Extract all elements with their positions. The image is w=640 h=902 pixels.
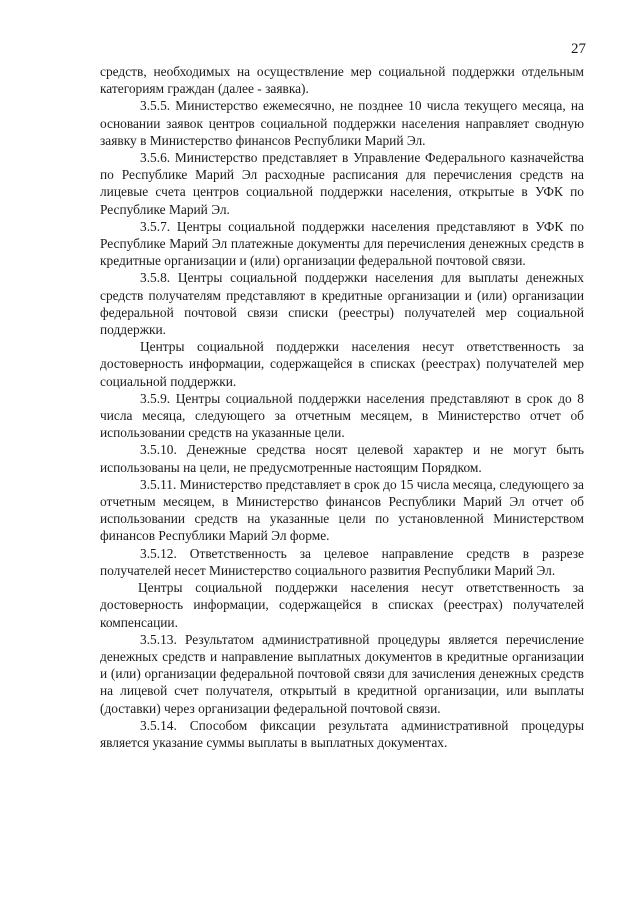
paragraph-responsibility-2: Центры социальной поддержки населения несут ответственность за достоверность информации, содержащейся в списках (реестрах) получателей компенсации. — [100, 580, 584, 630]
paragraph-3-5-6: 3.5.6. Министерство представляет в Управление Федерального казначейства по Республике Марий Эл расходные расписания для перечисления средств на лицевые счета центров социальной поддержки населения, открытые в УФК по Республике Марий Эл. — [100, 150, 584, 217]
paragraph-3-5-13: 3.5.13. Результатом административной процедуры является перечисление денежных средств и направление выплатных документов в кредитные организации и (или) организации федеральной почтовой связи для зачисления денежных средств на лицевой счет получателя, открытый в кредитной организации, или выплаты (доставки) через организации федеральной почтовой связи. — [100, 631, 584, 716]
paragraph-3-5-7: 3.5.7. Центры социальной поддержки населения представляют в УФК по Республике Марий Эл платежные документы для перечисления денежных средств в кредитные организации и (или) организации федеральной почтовой связи. — [100, 218, 584, 269]
paragraph-3-5-8: 3.5.8. Центры социальной поддержки населения для выплаты денежных средств получателям представляют в кредитные организации и (или) организации федеральной почтовой связи списки (реестры) получателей мер социальной поддержки. — [100, 270, 584, 338]
paragraph-3-5-5: 3.5.5. Министерство ежемесячно, не позднее 10 числа текущего месяца, на основании заявок центров социальной поддержки населения направляет сводную заявку в Министерство финансов Республики Марий Эл. — [100, 98, 584, 148]
paragraph-continuation: средств, необходимых на осуществление мер социальной поддержки отдельным категориям граждан (далее - заявка). — [100, 64, 584, 97]
page-number: 27 — [571, 41, 586, 57]
paragraph-3-5-12: 3.5.12. Ответственность за целевое направление средств в разрезе получателей несет Министерство социального развития Республики Марий Эл. — [100, 545, 584, 578]
paragraph-3-5-9: 3.5.9. Центры социальной поддержки населения представляют в срок до 8 числа месяца, следующего за отчетным месяцем, в Министерство отчет об использовании средств на указанные цели. — [100, 390, 584, 441]
document-body — [100, 63, 584, 751]
paragraph-3-5-11: 3.5.11. Министерство представляет в срок до 15 числа месяца, следующего за отчетным месяцем, в Министерство финансов Республики Марий Эл отчет об использовании средств на указанные цели по установленной Министерством финансов Республики Марий Эл форме. — [100, 476, 584, 544]
paragraph-responsibility-1: Центры социальной поддержки населения несут ответственность за достоверность информации, содержащейся в списках (реестрах) получателей мер социальной поддержки. — [100, 339, 584, 389]
paragraph-3-5-10: 3.5.10. Денежные средства носят целевой характер и не могут быть использованы на цели, не предусмотренные настоящим Порядком. — [100, 442, 584, 475]
paragraph-3-5-14: 3.5.14. Способом фиксации результата административной процедуры является указание суммы выплаты в выплатных документах. — [100, 717, 584, 750]
